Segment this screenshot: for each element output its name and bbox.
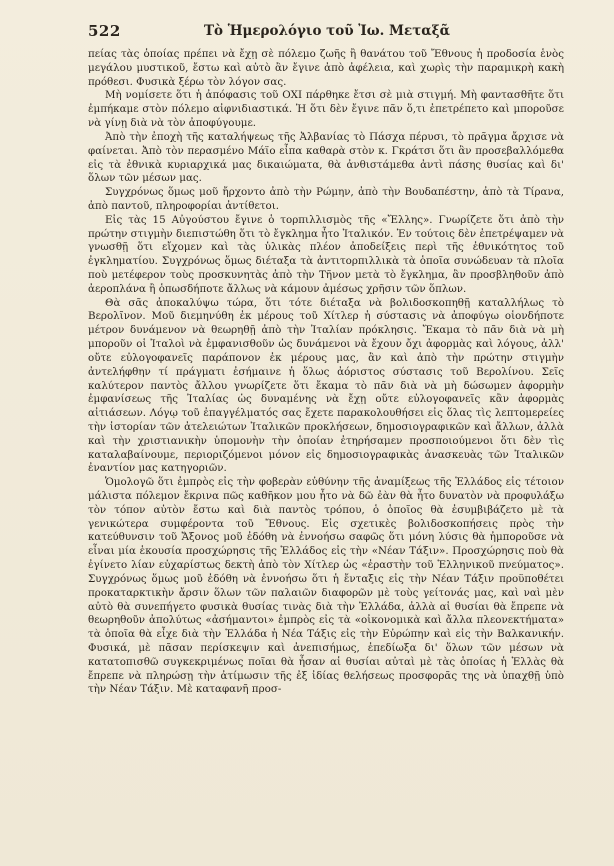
page-header xyxy=(88,22,566,44)
paragraph: Θὰ σᾶς ἀποκαλύψω τώρα, ὅτι τότε διέταξα νὰ βολιδοσκοπηθῇ καταλλήλως τὸ Βερολῖνον. Μοῦ διεμηνύθη ἐκ μέρους τοῦ Χίτλερ ἡ σύστασις νὰ ἀποφύγω οἱονδήποτε μέτρον δυνάμενον νὰ θεωρηθῇ ἀπὸ τὴν Ἰταλίαν πρόκλησις. Ἔκαμα τὸ πᾶν διὰ νὰ μὴ μποροῦν οἱ Ἰταλοὶ νὰ ἐμφανισθοῦν ὡς δυνάμενοι νὰ ἔχουν ὄχι ἀφορμὰς καὶ λόγους, ἀλλ' οὔτε εὐλογοφανεῖς παράπονον ἐκ μέρους μας, ἂν καὶ ἀπὸ τὴν πρώτην στιγμὴν ἀντελήφθην τί πράγματι ἐσήμαινε ἡ ὅλως ἀόριστος σύστασις τοῦ Βερολίνου. Σεῖς καλύτερον παντὸς ἄλλου γνωρίζετε ὅτι ἔκαμα τὸ πᾶν διὰ νὰ μὴ δώσωμεν ἀφορμὴν ἐμφανίσεως τῆς Ἰταλίας ὡς δυναμένης νὰ ἔχῃ οὔτε εὐλογοφανεῖς κἂν ἀφορμὰς αἰτιάσεων. Λόγῳ τοῦ ἐπαγγέλματός σας ἔχετε παρακολουθήσει εἰς ὅλας τὶς λεπτομερείες τὴν ἱστορίαν τῶν ἀτελειώτων Ἰταλικῶν προκλήσεων, δημοσιογραφικῶν καὶ ἄλλων, ἀλλὰ καὶ τὴν χριστιανικὴν ὑπομονὴν τὴν ὁποίαν ἐτηρήσαμεν προσποιούμενοι ὅτι δὲν τὶς καταλαβαίνουμε, περιοριζόμενοι μόνον εἰς δημοσιογραφικὰς ἀνασκευὰς τῶν Ἰταλικῶν ἐναντίον μας κατηγοριῶν. xyxy=(88,296,564,475)
page-number: 522 xyxy=(88,22,121,40)
paragraph: Συγχρόνως ὅμως μοῦ ἤρχοντο ἀπὸ τὴν Ρώμην, ἀπὸ τὴν Βουδαπέστην, ἀπὸ τὰ Τίρανα, ἀπὸ παντοῦ, πληροφορίαι ἀντίθετοι. xyxy=(88,186,564,212)
paragraph: Εἰς τὰς 15 Αὐγούστου ἔγινε ὁ τορπιλλισμὸς τῆς «Ἔλλης». Γνωρίζετε ὅτι ἀπὸ τὴν πρώτην στιγμὴν διεπιστώθη ὅτι τὸ ἔγκλημα ἦτο Ἰταλικόν. Ἐν τούτοις δὲν ἐπετρέψαμεν νὰ γνωσθῇ ὅτι εἴχομεν καὶ τὰς ὑλικὰς πλέον ἀποδείξεις περὶ τῆς ἐθνικότητος τοῦ ἐγκληματίου. Συγχρόνως ὅμως διέταξα τὰ ἀντιτορπιλλικὰ τὰ ὁποῖα συνώδευαν τὰ πλοῖα ποὺ μετέφερον τοὺς προσκυνητὰς ἀπὸ τὴν Τῆνον μετὰ τὸ ἔγκλημα, ἂν προσβληθοῦν ἀπὸ ἀεροπλάνα ἢ ὁπωσδήποτε ἄλλως νὰ κάμουν ἀμέσως χρῆσιν τῶν ὅπλων. xyxy=(88,213,564,295)
running-title: Τὸ Ἡμερολόγιο τοῦ Ἰω. Μεταξᾶ xyxy=(203,23,451,39)
paragraph: Μὴ νομίσετε ὅτι ἡ ἀπόφασις τοῦ ΟΧΙ πάρθηκε ἔτσι σὲ μιὰ στιγμή. Μὴ φαντασθῆτε ὅτι ἐμπήκαμε στὸν πόλεμο αἰφνιδιαστικά. Ἡ ὅτι δὲν ἔγινε πᾶν ὅ,τι ἐπετρέπετο καὶ μποροῦσε νὰ γίνῃ διὰ νὰ τὸν ἀποφύγουμε. xyxy=(88,89,564,130)
paragraph: Ὁμολογῶ ὅτι ἐμπρὸς εἰς τὴν φοβερὰν εὐθύνην τῆς ἀναμίξεως τῆς Ἑλλάδος εἰς τέτοιον μάλιστα πόλεμον ἔκρινα πῶς καθῆκον μου ἦτο νὰ δῶ ἐὰν θὰ ἦτο δυνατὸν νὰ προφυλάξω τὸν τόπον αὐτὸν ἔστω καὶ διὰ παντὸς τρόπου, ὁ ὁποῖος θὰ ἐσυμβιβάζετο μὲ τὰ γενικώτερα συμφέροντα τοῦ Ἔθνους. Εἰς σχετικὲς βολιδοσκοπήσεις πρὸς τὴν κατεύθυνσιν τοῦ Ἄξονος μοῦ ἐδόθη νὰ ἐννοήσω σαφῶς ὅτι μόνη λύσις θὰ ἠμποροῦσε νὰ εἶναι μία ἑκουσία προσχώρησις τῆς Ἑλλάδος εἰς τὴν «Νέαν Τάξιν». Προσχώρησις ποὺ θὰ ἐγίνετο λίαν εὐχαρίστως δεκτὴ ἀπὸ τὸν Χίτλερ ὡς «ἐραστὴν τοῦ Ἑλληνικοῦ πνεύματος». Συγχρόνως ὅμως μοῦ ἐδόθη νὰ ἐννοήσω ὅτι ἡ ἔνταξις εἰς τὴν Νέαν Τάξιν προϋποθέτει προκαταρκτικὴν ἄρσιν ὅλων τῶν παλαιῶν διαφορῶν μὲ τοὺς γείτονάς μας, καὶ ναὶ μὲν αὐτὸ θὰ συνεπήγετο φυσικὰ θυσίας τινὰς διὰ τὴν Ἑλλάδα, ἀλλὰ αἱ θυσίαι θὰ ἔπρεπε νὰ θεωρηθοῦν ἀπολύτως «ἀσήμαντοι» ἐμπρὸς εἰς τὰ «οἰκονομικὰ καὶ ἄλλα πλεονεκτήματα» τὰ ὁποῖα θὰ εἶχε διὰ τὴν Ἑλλάδα ἡ Νέα Τάξις εἰς τὴν Εὐρώπην καὶ εἰς τὴν Βαλκανικήν. Φυσικά, μὲ πᾶσαν περίσκεψιν καὶ ἀνεπισήμως, ἐπεδίωξα δι' ὅλων τῶν μέσων νὰ κατατοπισθῶ συγκεκριμένως ποῖαι θὰ ἦσαν αἱ θυσίαι αὐταὶ μὲ τὰς ὁποίας ἡ Ἑλλὰς θὰ ἔπρεπε νὰ πληρώσῃ τὴν ἀτίμωσιν τῆς ἐξ ἰδίας θελήσεως προσφορᾶς της νὰ ὑπαχθῇ ὑπὸ τὴν Νέαν Τάξιν. Μὲ καταφανῆ προσ- xyxy=(88,476,564,696)
paragraph: πείας τὰς ὁποίας πρέπει νὰ ἔχῃ σὲ πόλεμο ζωῆς ἢ θανάτου τοῦ Ἔθνους ἡ προδοσία ἑνὸς μεγάλου μυστικοῦ, ἔστω καὶ αὐτὸ ἂν ἔγινε ἀπὸ ἀφέλεια, καὶ χωρὶς τὴν παραμικρὴ κακὴ πρόθεσι. Φυσικὰ ξέρω τὸν λόγον σας. xyxy=(88,48,564,88)
page-body xyxy=(88,48,564,697)
paragraph: Ἀπὸ τὴν ἐποχὴ τῆς καταλήψεως τῆς Ἀλβανίας τὸ Πάσχα πέρυσι, τὸ πρᾶγμα ἄρχισε νὰ φαίνεται. Ἀπὸ τὸν περασμένο Μάϊο εἶπα καθαρὰ στὸν κ. Γκράτσι ὅτι ἂν προσεβαλλόμεθα εἰς τὰ ἐθνικὰ κυριαρχικά μας δικαιώματα, θὰ ἀνθιστάμεθα ἀντὶ πάσης θυσίας καὶ δι' ὅλων τῶν μέσων μας. xyxy=(88,130,564,185)
